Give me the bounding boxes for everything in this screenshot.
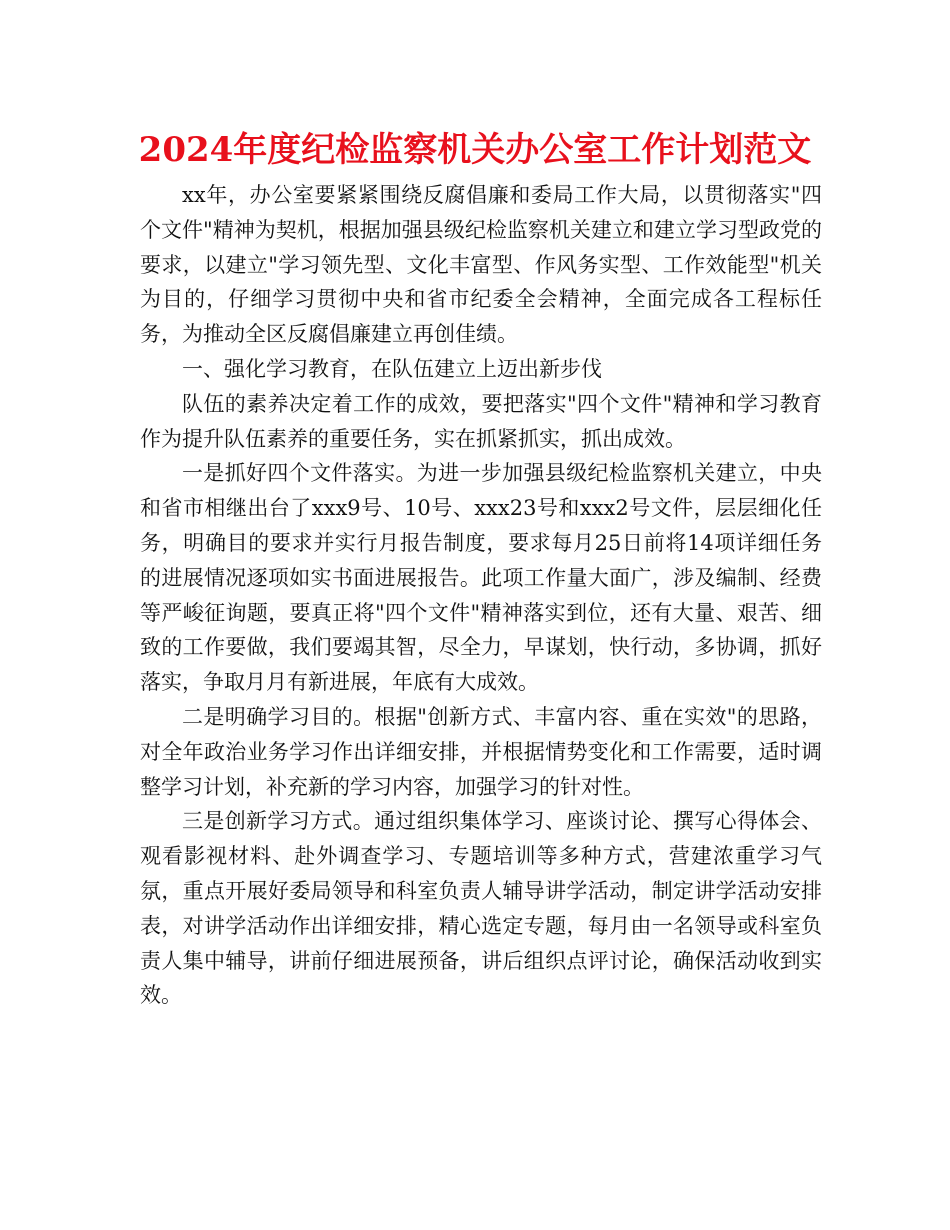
document-title: 2024年度纪检监察机关办公室工作计划范文 bbox=[138, 130, 812, 170]
paragraph-item-3: 三是创新学习方式。通过组织集体学习、座谈讨论、撰写心得体会、观看影视材料、赴外调查学习、专题培训等多种方式，营建浓重学习气氛，重点开展好委局领导和科室负责人辅导讲学活动，制定讲学活动安排表，对讲学活动作出详细安排，精心选定专题，每月由一名领导或科室负责人集中辅导，讲前仔细进展预备，讲后组织点评讨论，确保活动收到实效。 bbox=[140, 809, 822, 1008]
paragraph-item-1: 一是抓好四个文件落实。为进一步加强县级纪检监察机关建立，中央和省市相继出台了xxx9号、10号、xxx23号和xxx2号文件，层层细化任务，明确目的要求并实行月报告制度，要求每月25日前将14项详细任务的进展情况逐项如实书面进展报告。此项工作量大面广，涉及编制、经费等严峻征询题，要真正将"四个文件"精神落实到位，还有大量、艰苦、细致的工作要做，我们要竭其智，尽全力，早谋划，快行动，多协调，抓好落实，争取月月有新进展，年底有大成效。 bbox=[140, 461, 822, 695]
section-heading-1: 一、强化学习教育，在队伍建立上迈出新步伐 bbox=[182, 356, 602, 381]
paragraph-item-2: 二是明确学习目的。根据"创新方式、丰富内容、重在实效"的思路，对全年政治业务学习作出详细安排，并根据情势变化和工作需要，适时调整学习计划，补充新的学习内容，加强学习的针对性。 bbox=[140, 704, 822, 799]
paragraph-team-quality: 队伍的素养决定着工作的成效，要把落实"四个文件"精神和学习教育作为提升队伍素养的重要任务，实在抓紧抓实，抓出成效。 bbox=[140, 391, 822, 451]
document-body bbox=[140, 178, 822, 1013]
paragraph-intro: xx年，办公室要紧紧围绕反腐倡廉和委局工作大局，以贯彻落实"四个文件"精神为契机，根据加强县级纪检监察机关建立和建立学习型政党的要求，以建立"学习领先型、文化丰富型、作风务实型、工作效能型"机关为目的，仔细学习贯彻中央和省市纪委全会精神，全面完成各工程标任务，为推动全区反腐倡廉建立再创佳绩。 bbox=[140, 183, 822, 347]
